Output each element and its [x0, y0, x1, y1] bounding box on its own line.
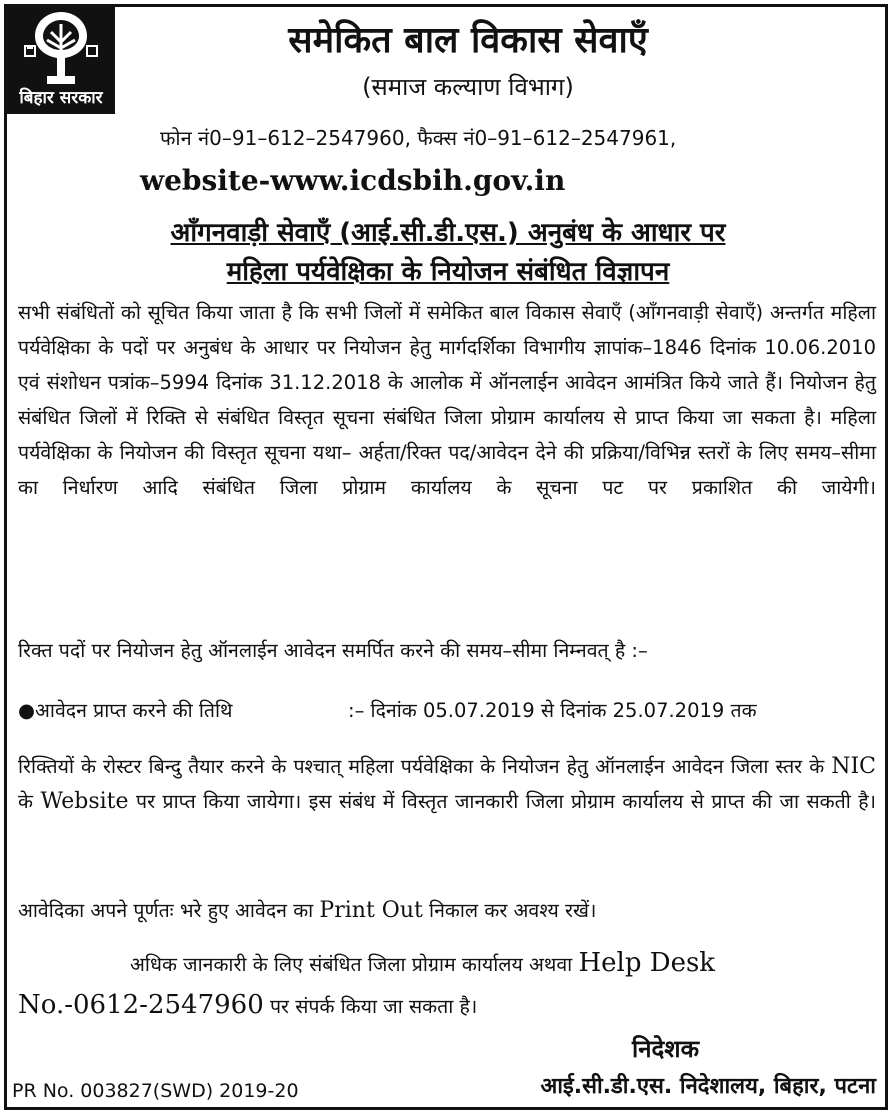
bullet-value: :– दिनांक 05.07.2019 से दिनांक 25.07.2019 तक: [348, 699, 757, 722]
para3-website: Website: [40, 789, 129, 814]
notice-heading-line2: महिला पर्यवेक्षिका के नियोजन संबंधित विज्ञापन: [226, 257, 670, 287]
body-paragraph-4: [18, 893, 876, 928]
body-paragraph-6: [18, 988, 876, 1024]
website-line: website-www.icdsbih.gov.in: [140, 164, 566, 197]
para5-help-desk: Help Desk: [578, 948, 716, 978]
logo-text: बिहार सरकार: [19, 88, 103, 108]
body-paragraph-2: रिक्त पदों पर नियोजन हेतु ऑनलाईन आवेदन समर्पित करने की समय–सीमा निम्नवत् है :–: [18, 639, 648, 662]
para3-text-b: के: [18, 790, 33, 813]
body-paragraph-1: सभी संबंधितों को सूचित किया जाता है कि सभी जिलों में समेकित बाल विकास सेवाएँ (आँगनवाड़ी सेवाएँ) अन्तर्गत महिला पर्यवेक्षिका के पदों पर अनुबंध के आधार पर नियोजन हेतु मार्गदर्शिका विभागीय ज्ञापांक–1846 दिनांक 10.06.2010 एवं संशोधन पत्रांक–5994 दिनांक 31.12.2018 के आलोक में ऑनलाईन आवेदन आमंत्रित किये जाते हैं। नियोजन हेतु संबंधित जिलों में रिक्ति से संबंधित विस्तृत सूचना संबंधित जिला प्रोग्राम कार्यालय से प्राप्त किया जा सकता है। महिला पर्यवेक्षिका के नियोजन की विस्तृत सूचना यथा– अर्हता/रिक्त पद/आवेदन देने की प्रक्रिया/विभिन्न स्तरों के लिए समय–सीमा का निर्धारण आदि संबंधित जिला प्रोग्राम कार्यालय के सूचना पट पर प्रकाशित की जायेगी।: [18, 301, 876, 499]
contact-line: फोन नं0–91–612–2547960, फैक्स नं0–91–612–2547961,: [160, 126, 677, 150]
bullet-label: ●आवेदन प्राप्त करने की तिथि: [18, 699, 233, 722]
body-paragraph-3: [18, 749, 876, 819]
para4-print-out: Print Out: [319, 898, 423, 923]
application-date-bullet: [18, 696, 868, 723]
notice-heading-line1: आँगनवाड़ी सेवाएँ (आई.सी.डी.एस.) अनुबंध के आधार पर: [170, 218, 726, 248]
para3-text-a: रिक्तियों के रोस्टर बिन्दु तैयार करने के पश्चात् महिला पर्यवेक्षिका के नियोजन हेतु ऑनलाईन आवेदन जिला स्तर के: [18, 755, 825, 778]
signatory-title: निदेशक: [632, 1035, 700, 1063]
para6-phone-number: No.-0612-2547960: [18, 990, 264, 1020]
signatory-office: आई.सी.डी.एस. निदेशालय, बिहार, पटना: [540, 1074, 876, 1099]
para5-text-a: अधिक जानकारी के लिए संबंधित जिला प्रोग्राम कार्यालय अथवा: [130, 953, 573, 976]
pr-number: PR No. 003827(SWD) 2019-20: [12, 1080, 299, 1102]
page-title: समेकित बाल विकास सेवाएँ: [288, 20, 648, 61]
department-subtitle: (समाज कल्याण विभाग): [362, 73, 574, 101]
para3-text-c: पर प्राप्त किया जायेगा। इस संबंध में विस्तृत जानकारी जिला प्रोग्राम कार्यालय से प्राप्त की जा सकती है।: [136, 790, 876, 813]
para4-text-a: आवेदिका अपने पूर्णतः भरे हुए आवेदन का: [18, 899, 314, 922]
para6-text: पर संपर्क किया जा सकता है।: [269, 995, 478, 1018]
para3-nic: NIC: [831, 754, 876, 779]
body-paragraph-5: [130, 946, 870, 982]
para4-text-b: निकाल कर अवश्य रखें।: [429, 899, 597, 922]
